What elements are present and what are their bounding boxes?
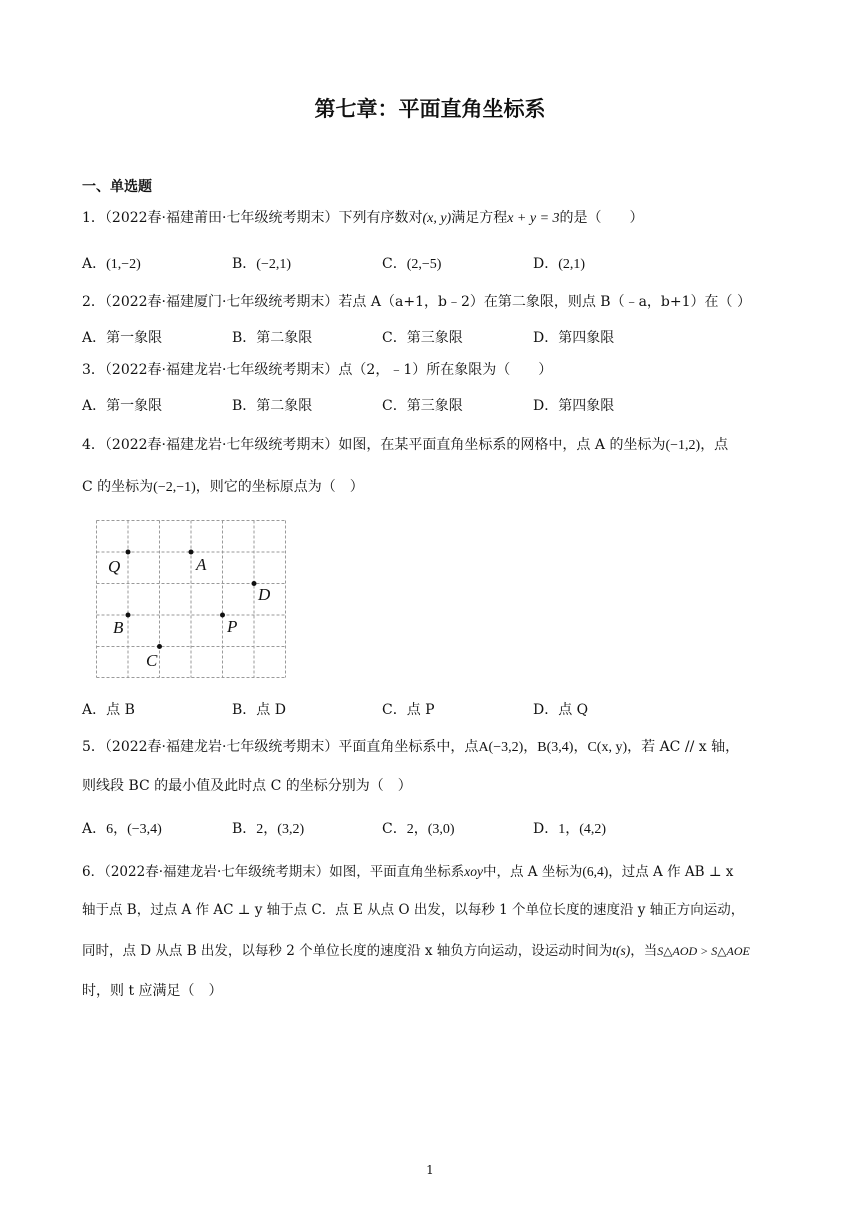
option-value: 2，(3,2) — [256, 822, 305, 837]
option-letter: D． — [533, 702, 559, 718]
q1-option-d[interactable] — [533, 253, 585, 273]
question-5-line-1 — [82, 737, 739, 758]
point-c-label: C — [146, 651, 158, 670]
q1-source: （2022春·福建莆田·七年级统考期末） — [104, 210, 339, 226]
q1-equation: x + y = 3 — [507, 211, 560, 226]
q4-text-a: 4．（2022春·福建龙岩·七年级统考期末）如图，在某平面直角坐标系的网格中，点 A 的坐标为 — [82, 437, 666, 453]
q6-text-b: 中，点 A 坐标为 — [483, 864, 583, 880]
option-letter: D． — [533, 256, 559, 272]
point-p-label: P — [227, 617, 238, 636]
option-value: 第三象限 — [406, 398, 463, 414]
option-letter: A． — [82, 821, 107, 837]
option-letter: B． — [232, 330, 257, 346]
option-value: 点 Q — [558, 702, 589, 718]
option-letter: B． — [232, 821, 257, 837]
question-2: 2．（2022春·福建厦门·七年级统考期末）若点 A（a+1，b﹣2）在第二象限，则点 B（﹣a，b+1）在（ ） — [82, 294, 751, 310]
option-value: 第一象限 — [106, 398, 163, 414]
option-letter: A． — [82, 330, 107, 346]
q1-option-a[interactable] — [82, 253, 141, 273]
option-value: 第二象限 — [256, 330, 313, 346]
q4-coord-c: (−2,−1) — [153, 480, 196, 495]
question-4-line-1 — [82, 435, 728, 456]
option-letter: B． — [232, 702, 257, 718]
point-b-label: B — [113, 618, 124, 637]
q3-option-a[interactable] — [82, 395, 162, 415]
q6-text-c: ，过点 A 作 AB ⊥ x — [608, 864, 734, 880]
q2-option-c[interactable] — [382, 327, 463, 347]
option-value: 点 P — [406, 702, 435, 718]
question-4-line-2 — [82, 477, 364, 498]
option-letter: A． — [82, 256, 107, 272]
option-letter: B． — [232, 398, 257, 414]
q5-option-b[interactable] — [232, 818, 304, 838]
q5-option-c[interactable] — [382, 818, 455, 838]
q5-text-b: ，若 AC // x 轴， — [627, 739, 740, 755]
q5-text-a: 5．（2022春·福建龙岩·七年级统考期末）平面直角坐标系中，点 — [82, 739, 479, 755]
option-value: 第三象限 — [406, 330, 463, 346]
point-a-dot — [189, 550, 194, 555]
q1-text-b: 满足方程 — [451, 210, 508, 226]
question-6-line-2: 轴于点 B，过点 A 作 AC ⊥ y 轴于点 C．点 E 从点 O 出发，以每秒 1 个单位长度的速度沿 y 轴正方向运动， — [82, 902, 745, 918]
option-letter: D． — [533, 398, 559, 414]
option-value: 2，(3,0) — [406, 822, 455, 837]
q5-point-c: C(x, y) — [587, 740, 628, 755]
option-letter: C． — [382, 821, 407, 837]
q6-text-e: ，当 — [630, 943, 658, 959]
option-value: 点 B — [106, 702, 135, 718]
option-value: 6，(−3,4) — [106, 822, 162, 837]
q1-text-c: 的是（ ） — [559, 210, 644, 226]
option-value: (−2,1) — [256, 257, 292, 272]
point-c-dot — [157, 644, 162, 649]
option-value: 1，(4,2) — [558, 822, 607, 837]
q1-pair: (x, y) — [422, 211, 452, 226]
q5-separator: ， — [573, 739, 588, 755]
q4-option-c[interactable] — [382, 699, 435, 719]
point-b-dot — [126, 613, 131, 618]
option-letter: D． — [533, 821, 559, 837]
q6-xoy: xoy — [464, 864, 484, 879]
question-6-line-1 — [82, 862, 733, 882]
option-value: 第一象限 — [106, 330, 163, 346]
q5-point-b: B(3,4) — [537, 740, 574, 755]
option-value: (1,−2) — [106, 257, 141, 272]
section-heading: 一、单选题 — [82, 179, 152, 195]
q1-text-a: 下列有序数对 — [338, 210, 423, 226]
option-letter: D． — [533, 330, 559, 346]
point-a-label: A — [196, 555, 207, 574]
question-1 — [82, 208, 644, 229]
question-3: 3．（2022春·福建龙岩·七年级统考期末）点（2，﹣1）所在象限为（ ） — [82, 362, 553, 378]
option-letter: C． — [382, 330, 407, 346]
q5-point-a: A(−3,2) — [478, 740, 524, 755]
option-letter: C． — [382, 256, 407, 272]
q3-option-c[interactable] — [382, 395, 463, 415]
option-value: 点 D — [256, 702, 286, 718]
q6-text-a: 6．（2022春·福建龙岩·七年级统考期末）如图，平面直角坐标系 — [82, 864, 465, 880]
q4-text-c: C 的坐标为 — [82, 479, 154, 495]
page-number: 1 — [426, 1163, 434, 1177]
q2-option-d[interactable] — [533, 327, 614, 347]
option-value: 第二象限 — [256, 398, 313, 414]
q6-text-d: 同时，点 D 从点 B 出发，以每秒 2 个单位长度的速度沿 x 轴负方向运动，设运动时间为 — [82, 943, 613, 959]
point-d-label: D — [258, 585, 271, 604]
q2-option-a[interactable] — [82, 327, 162, 347]
q3-option-b[interactable] — [232, 395, 312, 415]
q6-inequality: S△AOD > S△AOE — [657, 944, 750, 958]
option-letter: C． — [382, 702, 407, 718]
q4-coord-a: (−1,2) — [665, 438, 701, 453]
option-value: 第四象限 — [558, 330, 615, 346]
q1-number: 1． — [82, 210, 105, 226]
q3-option-d[interactable] — [533, 395, 614, 415]
q5-option-a[interactable] — [82, 818, 162, 838]
option-letter: B． — [232, 256, 257, 272]
q1-option-b[interactable] — [232, 253, 291, 273]
q5-separator: ， — [523, 739, 538, 755]
q5-option-d[interactable] — [533, 818, 606, 838]
option-value: (2,−5) — [406, 257, 442, 272]
option-value: 第四象限 — [558, 398, 615, 414]
q4-text-d: ，则它的坐标原点为（ ） — [195, 479, 364, 495]
q6-coord-a: (6,4) — [582, 864, 609, 879]
q2-option-b[interactable] — [232, 327, 312, 347]
option-letter: C． — [382, 398, 407, 414]
q4-option-a[interactable] — [82, 699, 135, 719]
q4-option-d[interactable] — [533, 699, 588, 719]
page-title: 第七章：平面直角坐标系 — [314, 97, 546, 121]
point-d-dot — [252, 581, 257, 586]
question-6-line-4: 时，则 t 应满足（ ） — [82, 983, 223, 999]
point-p-dot — [220, 613, 225, 618]
grid-figure — [96, 520, 288, 680]
point-q-dot — [126, 550, 131, 555]
question-6-line-3 — [82, 941, 750, 961]
point-q-label: Q — [108, 557, 121, 576]
option-letter: A． — [82, 702, 107, 718]
q4-option-b[interactable] — [232, 699, 286, 719]
q1-option-c[interactable] — [382, 253, 441, 273]
option-letter: A． — [82, 398, 107, 414]
question-5-line-2: 则线段 BC 的最小值及此时点 C 的坐标分别为（ ） — [82, 778, 412, 794]
q6-time: t(s) — [612, 943, 631, 958]
option-value: (2,1) — [558, 257, 586, 272]
q4-text-b: ，点 — [700, 437, 729, 453]
